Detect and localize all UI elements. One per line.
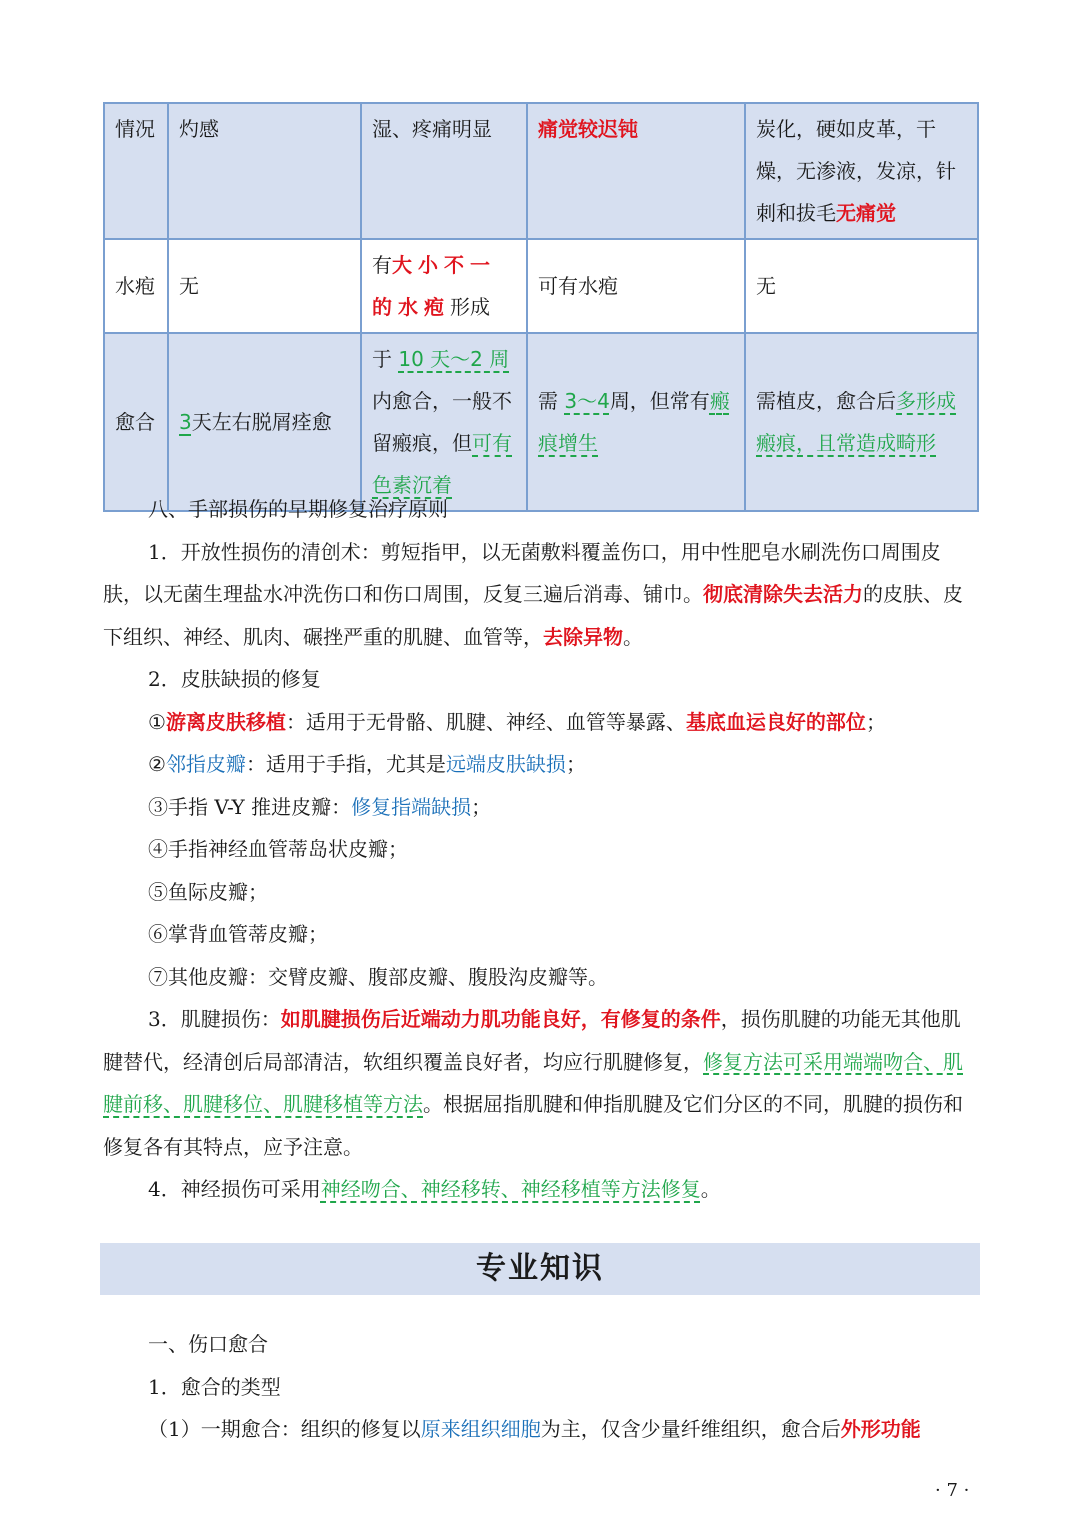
table-cell: 无 <box>745 239 978 333</box>
highlight-text: 游离皮肤移植 <box>165 709 286 734</box>
cell-text: 形成 <box>450 295 490 319</box>
highlight-text: 去除异物 <box>543 624 623 649</box>
highlight-text: 远端皮肤缺损 <box>445 752 566 776</box>
row-label: 愈合 <box>104 333 168 511</box>
highlight-text: 外形功能 <box>840 1417 921 1441</box>
text: 。 <box>623 624 643 649</box>
table-cell <box>527 333 745 511</box>
text: 的皮肤、皮下组织、神经、肌肉、碾挫严重的肌腱、血管等， <box>103 582 963 649</box>
text: 。根据屈指肌腱和伸指肌腱及它们分区的不同，肌腱的损伤和修复各有其特点，应予注意。 <box>103 1092 963 1159</box>
text: ； <box>865 709 886 734</box>
table-row <box>104 239 978 333</box>
text: 1．开放性损伤的清创术：剪短指甲，以无菌敷料覆盖伤口，用中性肥皂水刷洗伤口周围皮肤，以无菌生理盐水冲洗伤口和伤口周围，反复三遍后消毒、铺巾。 <box>103 539 941 606</box>
text: ：适用于手指，尤其是 <box>245 752 446 776</box>
section-heading: 八、手部损伤的早期修复治疗原则 <box>148 497 448 521</box>
paragraph <box>103 998 979 1168</box>
subheading: 1．愈合的类型 <box>148 1374 281 1399</box>
table-cell <box>168 333 361 511</box>
section-heading: 一、伤口愈合 <box>148 1332 268 1356</box>
highlight-text: 10 天～2 周 <box>398 347 510 371</box>
burn-degree-table <box>103 102 979 512</box>
list-item: ⑤鱼际皮瓣； <box>148 879 268 904</box>
list-item: ⑦其他皮瓣：交臂皮瓣、腹部皮瓣、腹股沟皮瓣等。 <box>148 964 608 989</box>
table-cell <box>745 103 978 239</box>
list-item <box>103 701 979 744</box>
highlight-text: 无痛觉 <box>836 201 896 225</box>
section-wound-healing <box>103 1323 979 1451</box>
list-item <box>103 743 979 786</box>
table-cell: 无 <box>168 239 361 333</box>
table-row <box>104 103 978 239</box>
text: ③手指 V-Y 推进皮瓣： <box>148 794 352 819</box>
cell-text: 炭化，硬如皮革，干燥，无渗液，发凉，针刺和拔毛 <box>756 117 956 225</box>
paragraph <box>103 531 979 659</box>
text: 3．肌腱损伤： <box>148 1007 281 1031</box>
highlight-text: 多形成瘢痕，且常造成畸形 <box>756 389 956 455</box>
highlight-text: 基底血运良好的部位 <box>685 709 866 734</box>
highlight-text: 神经吻合、神经移转、神经移植等方法修复 <box>320 1177 701 1201</box>
highlight-text: 邻指皮瓣 <box>165 752 246 776</box>
table-cell <box>361 333 527 511</box>
section-banner: 专业知识 <box>100 1243 980 1295</box>
text: （1）一期愈合：组织的修复以 <box>148 1417 421 1441</box>
text: ，损伤肌腱的功能无其他肌腱替代，经清创后局部清洁，软组织覆盖良好者，均应行肌腱修复， <box>103 1007 961 1074</box>
highlight-text: 可有色素沉着 <box>372 431 512 497</box>
page-number: · 7 · <box>935 1480 970 1501</box>
list-item: ④手指神经血管蒂岛状皮瓣； <box>148 837 408 861</box>
table-cell: 灼感 <box>168 103 361 239</box>
table-cell <box>361 239 527 333</box>
cell-text: 需 <box>538 389 558 413</box>
cell-text: 有 <box>372 253 392 277</box>
cell-text: 天左右脱屑痊愈 <box>191 410 332 434</box>
paragraph <box>103 1408 979 1451</box>
table-row <box>104 333 978 511</box>
paragraph: 2．皮肤缺损的修复 <box>148 667 321 691</box>
highlight-text: 修复指端缺损 <box>351 794 472 819</box>
highlight-text: 如肌腱损伤后近端动力肌功能良好，有修复的条件 <box>280 1007 721 1031</box>
highlight-text: 修复方法可采用端端吻合、肌腱前移、肌腱移位、肌腱移植等方法 <box>103 1049 963 1116</box>
text: ； <box>471 794 492 819</box>
row-label: 情况 <box>104 103 168 239</box>
cell-text: 需植皮，愈合后 <box>756 389 896 413</box>
row-label: 水疱 <box>104 239 168 333</box>
cell-text: 于 <box>372 347 392 371</box>
text: ； <box>565 752 586 776</box>
table-cell: 湿、疼痛明显 <box>361 103 527 239</box>
table-cell <box>745 333 978 511</box>
highlight-text: 3～4 <box>564 389 610 413</box>
highlight-text: 痛觉较迟钝 <box>538 117 638 141</box>
highlight-text: 大小不一的水疱 <box>372 253 496 319</box>
text: ② <box>148 752 166 776</box>
cell-text: 内愈合，一般不留瘢痕，但 <box>372 389 512 455</box>
list-item <box>103 786 979 829</box>
highlight-text: 彻底清除失去活力 <box>703 582 863 606</box>
text: 4．神经损伤可采用 <box>148 1177 321 1201</box>
table-cell <box>527 103 745 239</box>
table-cell: 可有水疱 <box>527 239 745 333</box>
text: 。 <box>700 1177 721 1201</box>
highlight-text: 原来组织细胞 <box>420 1417 541 1441</box>
list-item: ⑥掌背血管蒂皮瓣； <box>148 922 328 946</box>
cell-text: 周，但常有 <box>609 389 710 413</box>
paragraph <box>103 1168 979 1211</box>
text: 为主，仅含少量纤维组织，愈合后 <box>540 1417 841 1441</box>
highlight-text: 3 <box>179 410 192 434</box>
section-hand-injury <box>103 488 979 1211</box>
highlight-text: 瘢痕增生 <box>538 389 730 455</box>
text: ① <box>148 709 166 734</box>
text: ：适用于无骨骼、肌腱、神经、血管等暴露、 <box>285 709 686 734</box>
